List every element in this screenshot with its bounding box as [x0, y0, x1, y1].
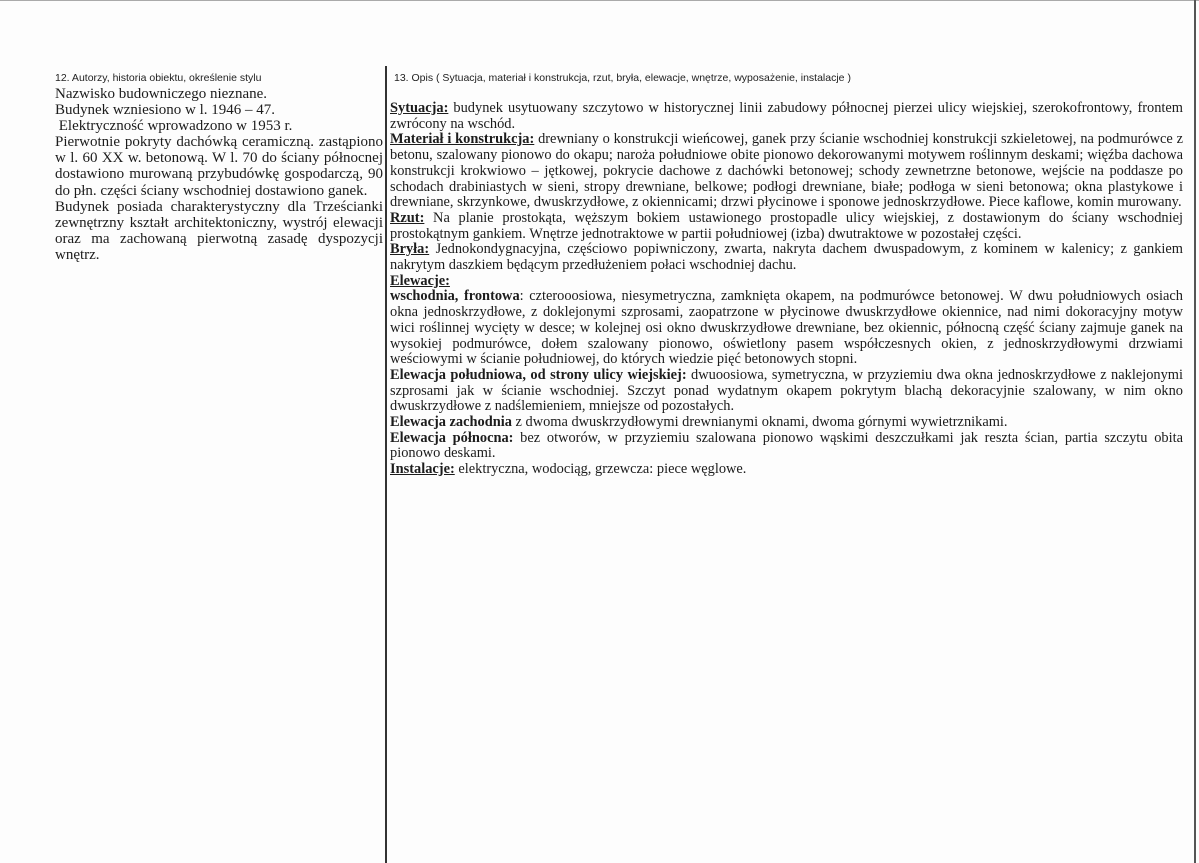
text-line: Nazwisko budowniczego nieznane.: [55, 86, 268, 102]
label: Materiał i konstrukcja:: [390, 131, 535, 148]
label: Rzut:: [390, 209, 425, 226]
text-line: Pierwotnie pokryty dachówką ceramiczną. zastąpiono w l. 60 XX w. betonową. W l. 70 do ściany północnej dostawiono murowaną przybudówkę gospodarczą, 90 do płn. części ściany wschodniej dostawiono ganek.: [55, 134, 383, 199]
elevation-south: [390, 368, 1183, 415]
label: Bryła:: [390, 241, 430, 258]
label: Sytuacja:: [390, 100, 449, 116]
label: Elewacja zachodnia: [390, 414, 512, 431]
paragraph-rzut: [390, 211, 1183, 242]
text: z dwoma dwuskrzydłowymi drewnianymi oknami, dwoma górnymi wywietrznikami.: [511, 414, 1008, 431]
label: Instalacje:: [390, 461, 455, 478]
text: elektryczna, wodociąg, grzewcza: piece węglowe.: [454, 461, 747, 478]
text: Na planie prostokąta, węższym bokiem ustawionego prostopadle ulicy wiejskiej, z dostawionym do ściany wschodniej prostokątnym gankiem. Wnętrze jednotraktowe w partii południowej (izba) dwutraktowe w pozostałej części.: [390, 209, 1183, 242]
label: Elewacja północna:: [390, 429, 514, 446]
section-12-header: 12. Autorzy, historia obiektu, określenie stylu: [55, 72, 262, 84]
elevation-west: [390, 415, 1183, 431]
paragraph-instalacje: [390, 462, 1183, 478]
section-13-header: 13. Opis ( Sytuacja, materiał i konstrukcja, rzut, bryła, elewacje, wnętrze, wyposażenie, instalacje ): [394, 72, 851, 84]
text: budynek usytuowany szczytowo w historycznej linii zabudowy północnej pierzei ulicy wiejskiej, szerokofrontowy, frontem zwrócony na wschód.: [390, 100, 1183, 132]
text: dwuoosiowa, symetryczna, w przyziemiu dwa okna jednoskrzydłowe z naklejonymi szprosami jak w ścianie wschodniej. Szczyt ponad wydatnym okapem pokrytym blachą dekoracyjnie szalowany, w nim okno dwuskrzydłowe z nadślemieniem, mniejsze od pozostałych.: [390, 366, 1184, 415]
text: drewniany o konstrukcji wieńcowej, ganek przy ścianie wschodniej konstrukcji szkieletowej, na podmurówce z betonu, szalowany pionowo do okapu; naroża południowe obite pionowo dekorowanymi motywem roślinnym deskami; więźba dachowa konstrukcji krokwiowo – jętkowej, pokrycie dachowe z dachówki betonowej; schody zewnetrzne betonowe, wejście na poddasze po schodach drabiniastych w sieni, stropy drewniane, belkowe; podłogi drewniane, białe; podłoga w sieni betonowa; okna plastykowe i drewniane, skrzynkowe, dwuskrzydłowe, z okiennicami; drzwi płycinowe i sponowe jednoskrzydłowe. Piece kaflowe, komin murowany.: [390, 131, 1184, 211]
scan-edge-top: [0, 0, 1199, 1]
column-divider: [385, 66, 387, 863]
text-line: Elektryczność wprowadzono w 1953 r.: [55, 118, 293, 135]
paragraph-material: [390, 132, 1183, 211]
label: wschodnia, frontowa: [390, 288, 520, 305]
text: : czterooosiowa, niesymetryczna, zamknięta okapem, na podmurówce betonowej. W dwu południowych osiach okna jednoskrzydłowe, z doklejonymi szprosami, zaopatrzone w płycinowe dwuskrzydłowe okiennice, nad nimi dokoracyjny motyw wici roślinnej wycięty w desce; w kolejnej osi okno dwuskrzydłowe drewniane, bez okiennic, północną część ściany zajmuje ganek na wysokiej podmurówce, dołem szalowany pionowo, oświetlony pasem współczesnych okien, z jednoskrzydłowymi drzwiami weściowymi w ścianie południowej, do których wiedzie pięć betonowych stopni.: [390, 288, 1183, 368]
paragraph-bryla: [390, 242, 1183, 273]
elevation-north: [390, 431, 1183, 462]
label: Elewacje:: [390, 272, 450, 289]
scan-edge-right: [1194, 0, 1196, 863]
label: Elewacja południowa, od strony ulicy wiejskiej:: [390, 366, 687, 383]
text-line: Budynek posiada charakterystyczny dla Trześcianki zewnętrzny kształt architektoniczny, wystrój elewacji oraz ma zachowaną pierwotną zasadę dyspozycji wnętrz.: [55, 198, 383, 263]
section-12-body: [55, 86, 383, 263]
text-line: Budynek wzniesiono w l. 1946 – 47.: [55, 102, 275, 119]
paragraph-elewacje: [390, 274, 1183, 290]
text: bez otworów, w przyziemiu szalowana pionowo wąskimi deszczułkami jak reszta ścian, partia szczytu obita pionowo deskami.: [390, 429, 1183, 462]
elevation-east: [390, 289, 1183, 368]
section-13-body: [390, 101, 1183, 478]
text: Jednokondygnacyjna, częściowo popiwniczony, zwarta, nakryta dachem dwuspadowym, z kominem w kalenicy; z gankiem nakrytym daszkiem będącym przedłużeniem połaci wschodniej dachu.: [390, 241, 1183, 274]
paragraph-sytuacja: [390, 101, 1183, 132]
